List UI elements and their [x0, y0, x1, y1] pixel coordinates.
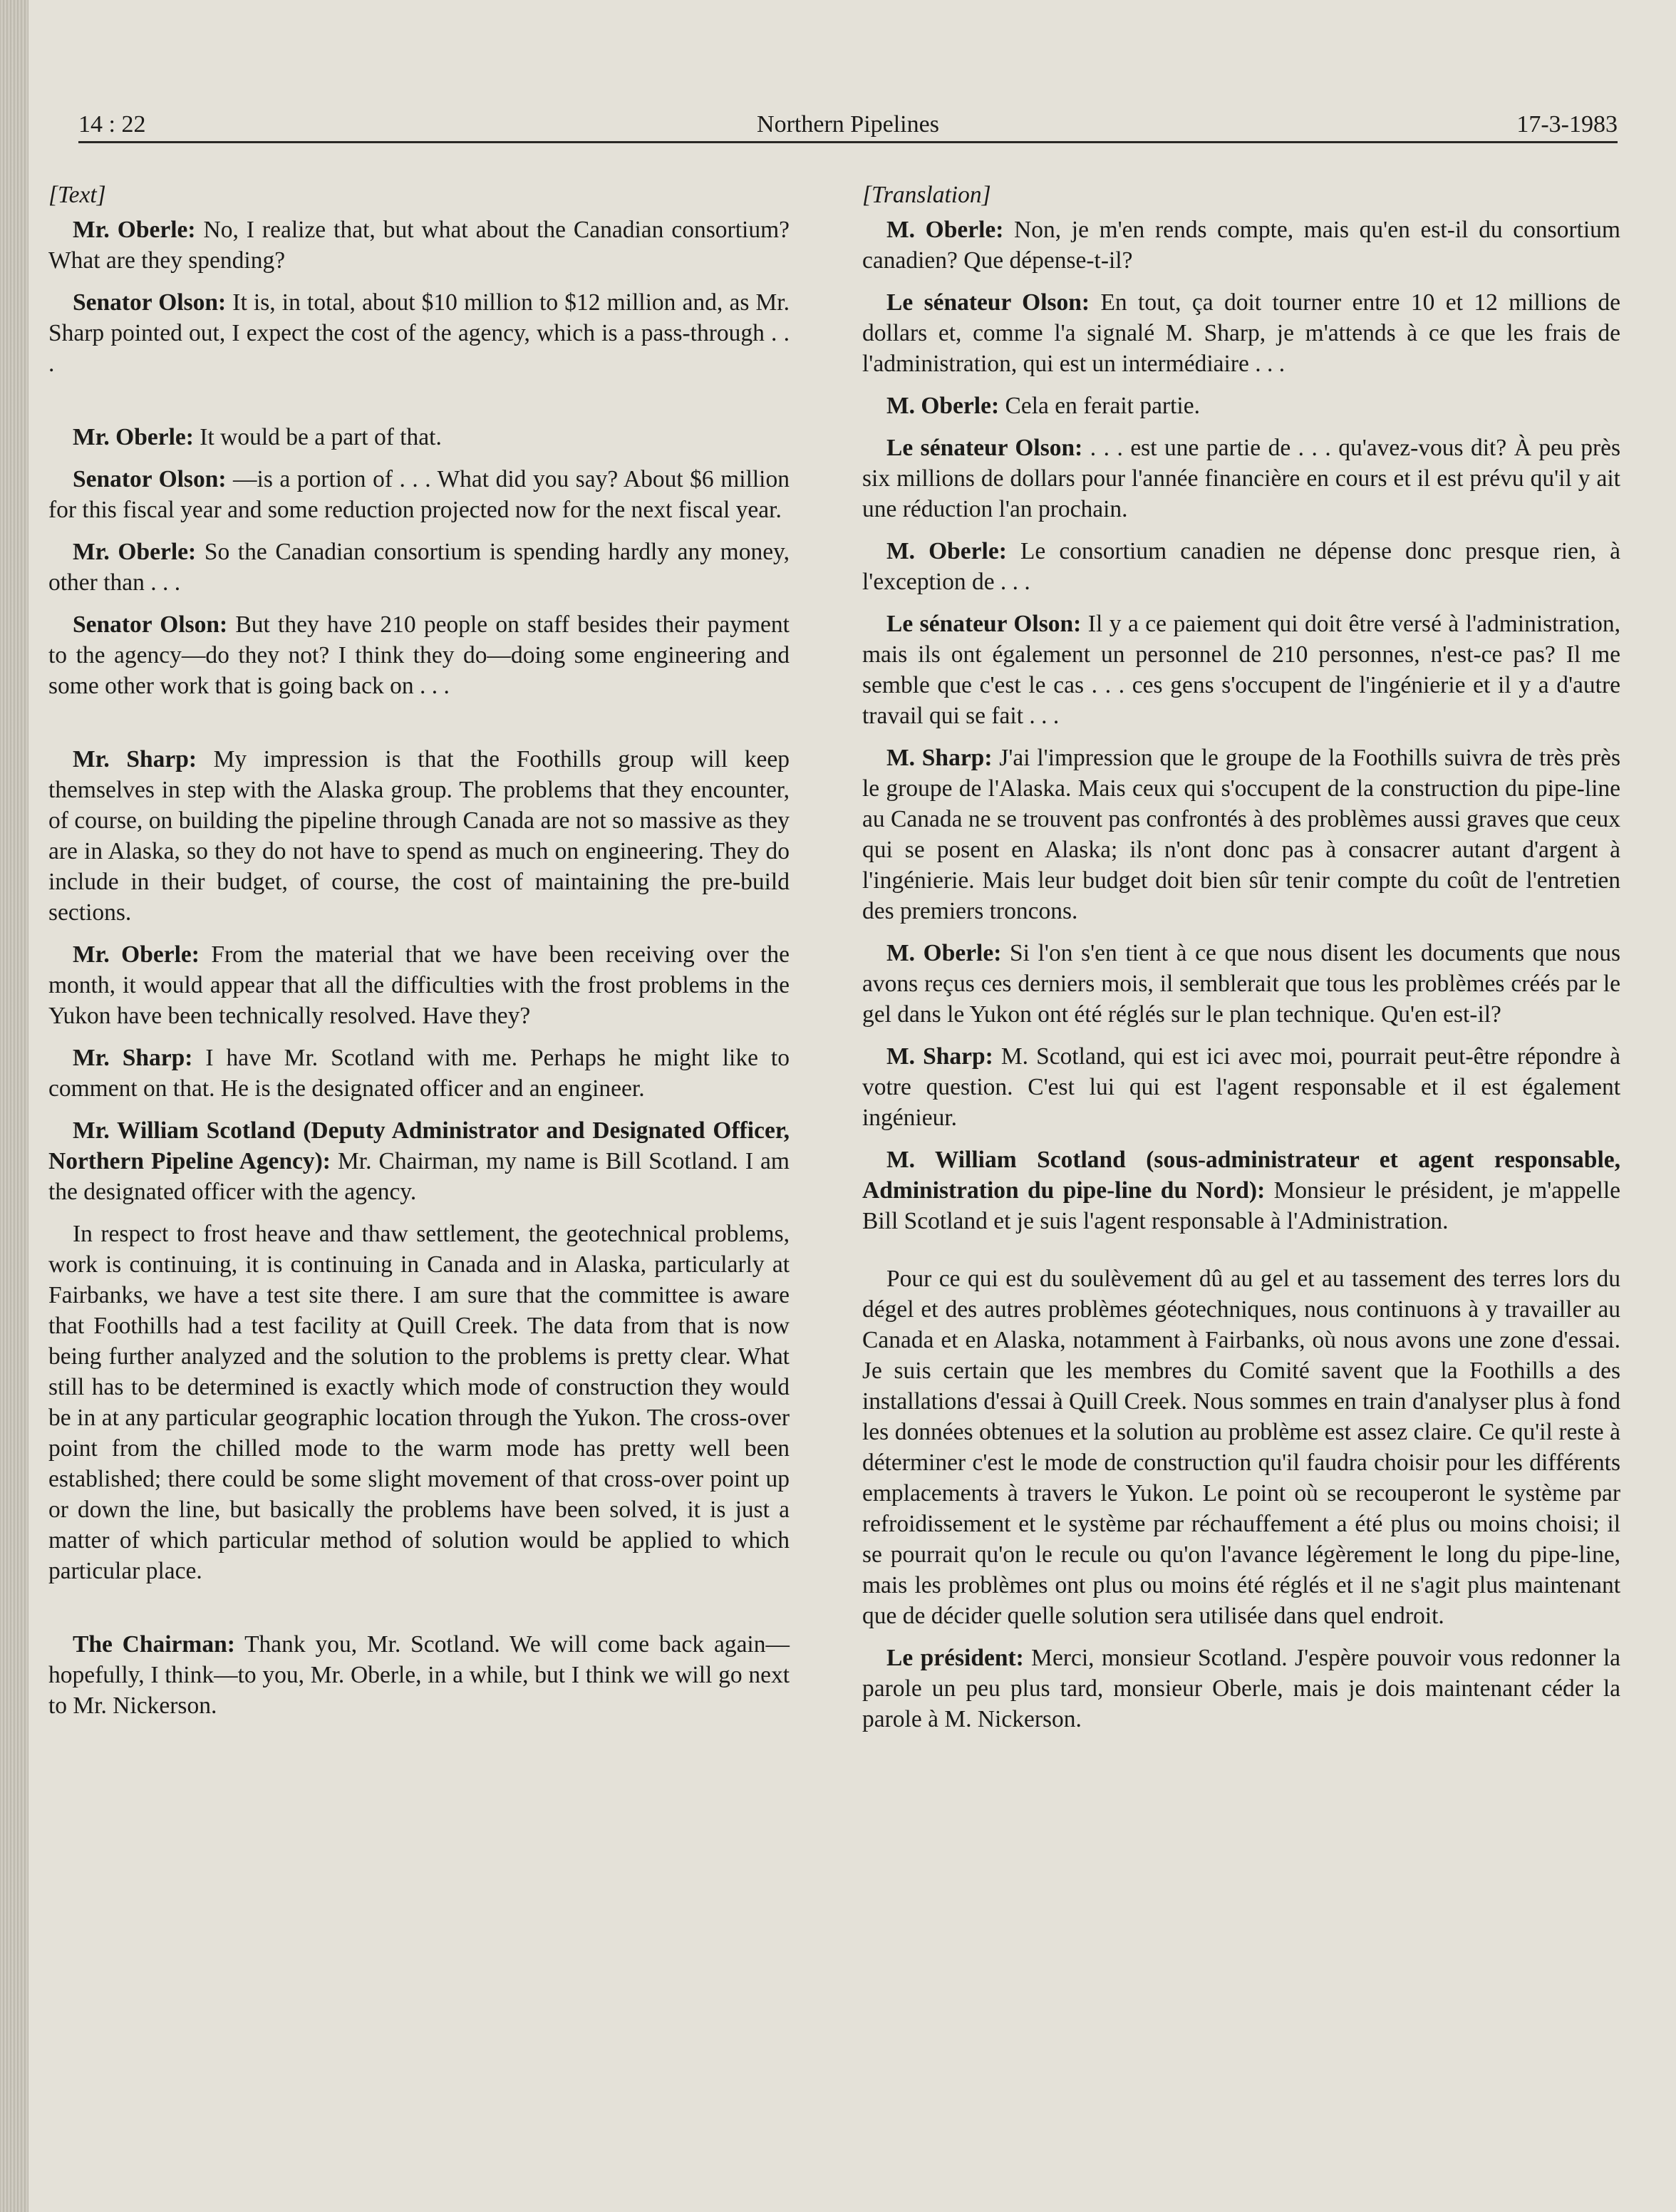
speaker-name: Mr. Oberle: — [73, 424, 194, 450]
speech-text: So the Canadian consortium is spending hardly any money, other than . . . — [48, 539, 790, 596]
transcript-paragraph — [862, 215, 1620, 276]
french-column — [862, 180, 1620, 1746]
speech-text: Merci, monsieur Scotland. J'espère pouvoir vous redonner la parole un peu plus tard, monsieur Oberle, mais je dois maintenant céder la parole à M. Nickerson. — [862, 1645, 1620, 1732]
transcript-paragraph — [48, 1629, 790, 1721]
column-label-translation: [Translation] — [862, 182, 991, 208]
speech-text: Si l'on s'en tient à ce que nous disent les documents que nous avons reçus ces derniers mois, il semblerait que tous les problèmes créés par le gel dans le Yukon ont été réglés sur le plan technique. Qu'en est-il? — [862, 940, 1620, 1028]
speaker-name: Mr. Sharp: — [73, 746, 197, 772]
speech-text: I have Mr. Scotland with me. Perhaps he might like to comment on that. He is the designated officer and an engineer. — [48, 1045, 790, 1102]
transcript-paragraph — [862, 938, 1620, 1030]
transcript-paragraph — [48, 537, 790, 598]
transcript-paragraph — [48, 215, 790, 276]
transcript-paragraph — [48, 287, 790, 379]
speaker-name: Mr. William Scotland (Deputy Administrator and Designated Officer, Northern Pipeline Agency): — [48, 1117, 790, 1174]
speech-text: En tout, ça doit tourner entre 10 et 12 millions de dollars et, comme l'a signalé M. Sharp, je m'attends à ce que les frais de l'administration, qui est un intermédiaire . . . — [862, 289, 1620, 377]
transcript-paragraph — [48, 464, 790, 525]
page-stack-edge — [0, 0, 29, 2212]
transcript-paragraph — [862, 287, 1620, 379]
speaker-name: Senator Olson: — [73, 611, 228, 638]
speaker-name: M. William Scotland (sous-administrateur et agent responsable, Administration du pipe-line du Nord): — [862, 1147, 1620, 1204]
speaker-name: Le président: — [886, 1645, 1024, 1671]
english-column — [48, 180, 790, 1732]
speech-text: . . . est une partie de . . . qu'avez-vous dit? À peu près six millions de dollars pour l'année financière en cours et il est prévu qu'il y ait une réduction l'an prochain. — [862, 435, 1621, 522]
speaker-name: M. Oberle: — [886, 217, 1004, 243]
speech-text: Il y a ce paiement qui doit être versé à l'administration, mais ils ont également un personnel de 210 personnes, n'est-ce pas? Il me semble que c'est le cas . . . ces gens s'occupent de l'ingénierie et il y a d'autre travail qui se fait . . . — [862, 611, 1621, 729]
speaker-name: Le sénateur Olson: — [886, 611, 1082, 637]
column-label-text: [Text] — [48, 182, 106, 208]
speech-text: Non, je m'en rends compte, mais qu'en est-il du consortium canadien? Que dépense-t-il? — [862, 217, 1620, 274]
speech-text: M. Scotland, qui est ici avec moi, pourrait peut-être répondre à votre question. C'est lui qui est l'agent responsable et il est également ingénieur. — [862, 1043, 1620, 1131]
transcript-paragraph — [862, 1643, 1620, 1735]
sitting-date: 17-3-1983 — [1516, 111, 1618, 138]
transcript-paragraph — [48, 744, 790, 928]
speaker-name: Mr. Oberle: — [73, 539, 197, 565]
speaker-name: M. Oberle: — [886, 940, 1002, 966]
speaker-name: Le sénateur Olson: — [886, 435, 1083, 461]
speaker-name: M. Sharp: — [886, 745, 993, 771]
speech-text: —is a portion of . . . What did you say? About $6 million for this fiscal year and some reduction projected now for the next fiscal year. — [48, 466, 790, 523]
transcript-paragraph — [862, 1263, 1620, 1631]
transcript-paragraph — [48, 1043, 790, 1104]
transcript-paragraph — [48, 609, 790, 701]
speech-text: But they have 210 people on staff besides their payment to the agency—do they not? I think they do—doing some engineering and some other work that is going back on . . . — [48, 611, 790, 699]
speaker-name: M. Oberle: — [886, 393, 1000, 419]
speech-text: J'ai l'impression que le groupe de la Foothills suivra de très près le groupe de l'Alaska. Mais ceux qui s'occupent de la construction du pipe-line au Canada ne se trouvent pas confrontés à des problèmes aussi graves que ceux qui se posent en Alaska; ils n'ont donc pas à consacrer autant d'argent à l'ingénierie. Mais leur budget doit bien sûr tenir compte du coût de l'entretien des premiers troncons. — [862, 745, 1620, 924]
speech-text: Mr. Chairman, my name is Bill Scotland. I am the designated officer with the agency. — [48, 1148, 790, 1205]
speaker-name: M. Oberle: — [886, 538, 1007, 564]
transcript-paragraph — [48, 1219, 790, 1586]
transcript-paragraph — [48, 1115, 790, 1207]
speech-text: Monsieur le président, je m'appelle Bill Scotland et je suis l'agent responsable à l'Administration. — [862, 1177, 1620, 1234]
speaker-name: The Chairman: — [73, 1631, 235, 1658]
speech-text: Cela en ferait partie. — [999, 393, 1200, 419]
transcript-paragraph — [862, 433, 1620, 524]
speaker-name: Mr. Sharp: — [73, 1045, 193, 1071]
page-number: 14 : 22 — [78, 111, 146, 138]
document-page — [29, 0, 1676, 2212]
speaker-name: Mr. Oberle: — [73, 217, 196, 243]
transcript-paragraph — [862, 609, 1620, 731]
transcript-paragraph — [48, 422, 790, 453]
speaker-name: Senator Olson: — [73, 289, 227, 316]
transcript-paragraph — [862, 391, 1620, 421]
speaker-name: Senator Olson: — [73, 466, 227, 492]
transcript-paragraph — [862, 743, 1620, 926]
speech-text: Le consortium canadien ne dépense donc presque rien, à l'exception de . . . — [862, 538, 1620, 595]
running-header — [78, 105, 1618, 143]
speech-text: No, I realize that, but what about the Canadian consortium? What are they spending? — [48, 217, 790, 274]
transcript-paragraph — [862, 1144, 1620, 1236]
speaker-name: Mr. Oberle: — [73, 941, 200, 968]
speech-text: From the material that we have been receiving over the month, it would appear that all the difficulties with the frost problems in the Yukon have been technically resolved. Have they? — [48, 941, 790, 1029]
speaker-name: Le sénateur Olson: — [886, 289, 1090, 316]
speaker-name: M. Sharp: — [886, 1043, 993, 1070]
speech-text: It would be a part of that. — [193, 424, 442, 450]
transcript-paragraph — [862, 1041, 1620, 1133]
speech-text: In respect to frost heave and thaw settlement, the geotechnical problems, work is continuing, it is continuing in Canada and in Alaska, particularly at Fairbanks, we have a test site there. I am sure that the committee is aware that Foothills had a test facility at Quill Creek. The data from that is now being further analyzed and the solution to the problems is pretty clear. What still has to be determined is exactly which mode of construction they would be in at any particular geographic location through the Yukon. The cross-over point from the chilled mode to the warm mode has pretty well been established; there could be some slight movement of that cross-over point up or down the line, but basically the problems have been solved, it is just a matter of which particular method of solution would be applied to which particular place. — [48, 1221, 790, 1584]
speech-text: My impression is that the Foothills group will keep themselves in step with the Alaska group. The problems that they encounter, of course, on building the pipeline through Canada are not so massive as they are in Alaska, so they do not have to spend as much on engineering. They do include in their budget, of course, the cost of maintaining the pre-build sections. — [48, 746, 790, 926]
speech-text: It is, in total, about $10 million to $12 million and, as Mr. Sharp pointed out, I expect the cost of the agency, which is a pass-through . . . — [48, 289, 790, 377]
transcript-paragraph — [862, 536, 1620, 597]
transcript-paragraph — [48, 939, 790, 1031]
publication-title: Northern Pipelines — [757, 111, 939, 138]
speech-text: Pour ce qui est du soulèvement dû au gel et au tassement des terres lors du dégel et des autres problèmes géotechniques, nous continuons à y travailler au Canada et en Alaska, notamment à Fairbanks, où nous avons une zone d'essai. Je suis certain que les membres du Comité savent que la Foothills a des installations d'essai à Quill Creek. Nous sommes en train d'analyser plus à fond les données obtenues et la solution au problème est assez claire. Ce qu'il reste à déterminer c'est le mode de construction qu'il faudra choisir pour les différents emplacements à travers le Yukon. Le point où se recouperont le système par refroidissement et le système par réchauffement a été plus ou moins choisi; il se pourrait qu'on le recule ou qu'on l'avance légèrement le long du pipe-line, mais les problèmes ont plus ou moins été réglés et il ne s'agit plus maintenant que de décider quelle solution sera utilisée dans quel endroit. — [862, 1266, 1620, 1629]
speech-text: Thank you, Mr. Scotland. We will come back again—hopefully, I think—to you, Mr. Oberle, in a while, but I think we will go next to Mr. Nickerson. — [48, 1631, 790, 1719]
